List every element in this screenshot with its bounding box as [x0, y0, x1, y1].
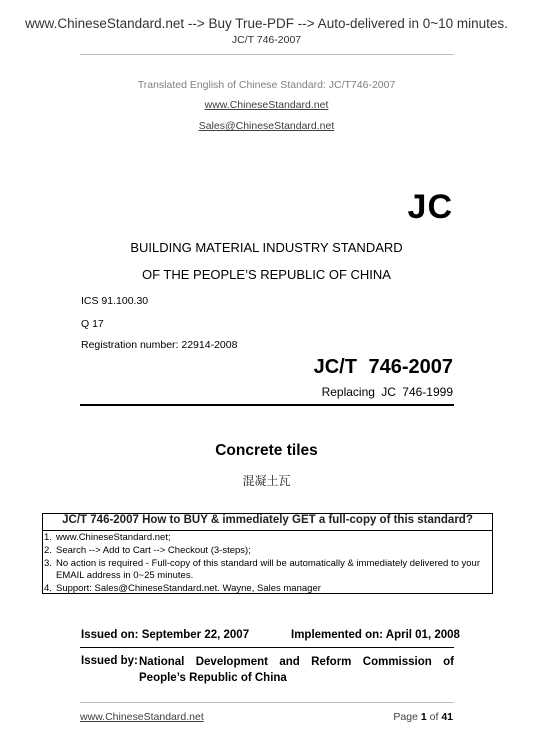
classification-code: Q 17: [81, 318, 104, 330]
list-item: [44, 558, 491, 584]
issued-by-label: Issued by:: [81, 655, 138, 667]
page-indicator: [393, 711, 453, 723]
translated-line: Translated English of Chinese Standard: JC/T746-2007: [137, 79, 396, 91]
title-divider: [80, 404, 454, 406]
standard-number: JC/T 746-2007: [313, 356, 453, 378]
footer-divider: [80, 702, 454, 703]
buy-box-divider: [43, 530, 492, 531]
jc-logo: JC: [407, 188, 453, 226]
list-item: [44, 532, 491, 545]
english-title: Concrete tiles: [215, 442, 318, 459]
chinese-title: 混凝土瓦: [242, 474, 291, 488]
page-total: 41: [441, 711, 453, 723]
issued-by-authority: National Development and Reform Commission of People’s Republic of China: [139, 656, 454, 684]
implemented-on-date: Implemented on: April 01, 2008: [291, 629, 460, 641]
page-current: 1: [420, 711, 427, 723]
list-number: 3.: [44, 557, 52, 569]
standard-title-line1: BUILDING MATERIAL INDUSTRY STANDARD: [130, 240, 403, 255]
list-item: [44, 545, 491, 558]
list-text: www.ChineseStandard.net;: [56, 532, 171, 543]
header-divider: [80, 54, 454, 55]
email-link[interactable]: Sales@ChineseStandard.net: [198, 120, 335, 132]
issue-divider: [80, 647, 454, 648]
page-mid: of: [426, 711, 442, 723]
list-number: 2.: [44, 544, 52, 556]
replacing-note: Replacing JC 746-1999: [321, 385, 453, 399]
website-link[interactable]: www.ChineseStandard.net: [204, 99, 329, 111]
header-banner: www.ChineseStandard.net --> Buy True-PDF --> Auto-delivered in 0~10 minutes.: [25, 16, 508, 31]
page-prefix: Page: [393, 711, 421, 723]
list-number: 4.: [44, 583, 52, 595]
registration-number: Registration number: 22914-2008: [81, 339, 238, 351]
list-text: No action is required - Full-copy of this standard will be automatically & immediately delivered to your EMAIL address in 0~25 minutes.: [56, 557, 480, 582]
list-text: Support: Sales@ChineseStandard.net. Wayne, Sales manager: [56, 583, 321, 595]
issued-on-date: Issued on: September 22, 2007: [81, 629, 250, 641]
buy-box-list: [44, 532, 491, 596]
header-code: JC/T 746-2007: [231, 34, 302, 46]
footer-link[interactable]: www.ChineseStandard.net: [80, 711, 204, 723]
ics-code: ICS 91.100.30: [81, 295, 149, 307]
buy-box-title: JC/T 746-2007 How to BUY & immediately GET a full-copy of this standard?: [62, 514, 473, 526]
standard-title-line2: OF THE PEOPLE’S REPUBLIC OF CHINA: [142, 267, 391, 282]
list-number: 1.: [44, 532, 52, 543]
list-item: [44, 583, 491, 596]
list-text: Search --> Add to Cart --> Checkout (3-steps);: [56, 544, 251, 556]
